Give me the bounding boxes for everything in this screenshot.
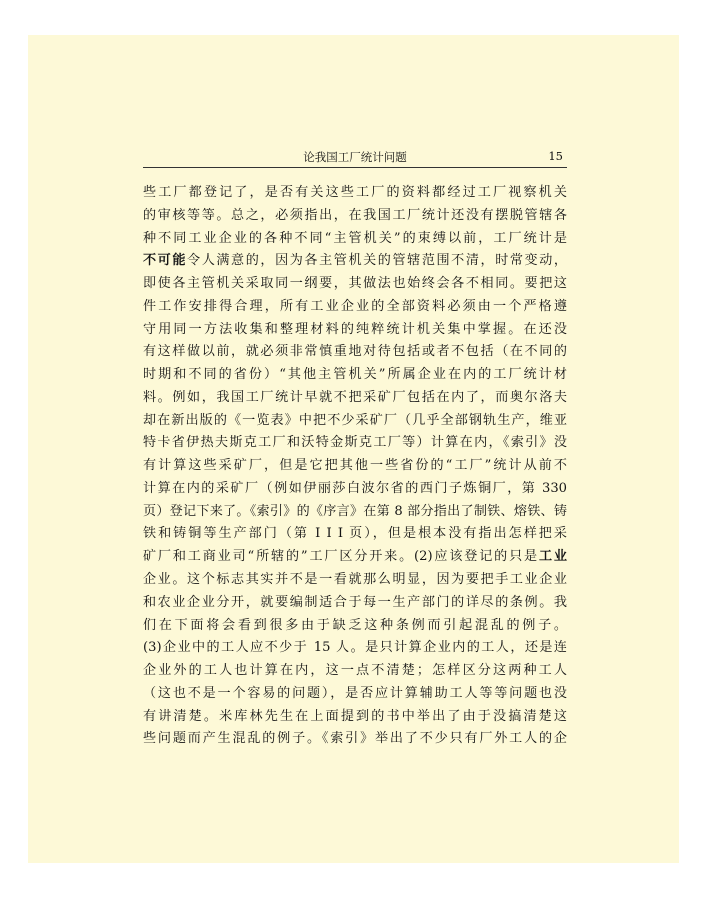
text-run: 种不同工业企业的各种不同“主管机关”的束缚以前，工厂统计是 bbox=[143, 230, 567, 246]
text-run: 有计算这些采矿厂，但是它把其他一些省份的“工厂”统计从前不 bbox=[143, 458, 567, 474]
text-line bbox=[143, 228, 567, 251]
text-run: 铁和铸铜等生产部门（第 I I I 页），但是根本没有指出怎样把采 bbox=[143, 526, 567, 542]
text-line bbox=[143, 660, 567, 683]
text-run: 页）登记下来了。《索引》的《序言》在第 8 部分指出了制铁、熔铁、铸 bbox=[143, 503, 567, 519]
text-run: 即使各主管机关采取同一纲要，其做法也始终会各不相同。要把这 bbox=[143, 276, 567, 292]
text-line bbox=[143, 296, 567, 319]
text-line bbox=[143, 319, 567, 342]
header-rule bbox=[143, 167, 567, 168]
text-line bbox=[143, 592, 567, 615]
text-line bbox=[143, 250, 567, 273]
page-number: 15 bbox=[548, 149, 563, 163]
text-run: (3)企业中的工人应不少于 15 人。是只计算企业内的工人，还是连 bbox=[143, 640, 567, 656]
running-header bbox=[143, 148, 567, 166]
text-line bbox=[143, 364, 567, 387]
header-title: 论我国工厂统计问题 bbox=[303, 150, 407, 164]
text-run: 的审核等等。总之，必须指出，在我国工厂统计还没有摆脱管辖各 bbox=[143, 207, 567, 223]
text-line bbox=[143, 523, 567, 546]
text-run: 料。例如，我国工厂统计早就不把采矿厂包括在内了，而奥尔洛夫 bbox=[143, 389, 567, 405]
text-line bbox=[143, 615, 567, 638]
text-run: 们在下面将会看到很多由于缺乏这种条例而引起混乱的例子。 bbox=[143, 617, 567, 633]
text-run: 矿厂和工商业司“所辖的”工厂区分开来。(2)应该登记的只是 bbox=[143, 549, 539, 565]
text-run: 些问题而产生混乱的例子。《索引》举出了不少只有厂外工人的企 bbox=[143, 731, 567, 747]
text-line bbox=[143, 387, 567, 410]
text-line bbox=[143, 637, 567, 660]
text-run: 计算在内的采矿厂（例如伊丽莎白波尔省的西门子炼铜厂，第 330 bbox=[143, 480, 567, 496]
text-run: 些工厂都登记了，是否有关这些工厂的资料都经过工厂视察机关 bbox=[143, 185, 567, 200]
text-line bbox=[143, 706, 567, 729]
text-line bbox=[143, 455, 567, 478]
emphasis-text: 工业 bbox=[538, 549, 567, 565]
text-run: 有讲清楚。米库林先生在上面提到的书中举出了由于没搞清楚这 bbox=[143, 708, 567, 724]
text-line bbox=[143, 478, 567, 501]
text-run: 企业。这个标志其实并不是一看就那么明显，因为要把手工业企业 bbox=[143, 572, 567, 588]
text-line bbox=[143, 182, 567, 205]
text-run: 特卡省伊热夫斯克工厂和沃特金斯克工厂等）计算在内，《索引》没 bbox=[143, 435, 567, 451]
body-text bbox=[143, 182, 567, 751]
text-run: 却在新出版的《一览表》中把不少采矿厂（几乎全部钢轨生产，维亚 bbox=[143, 412, 567, 428]
text-run: 时期和不同的省份）“其他主管机关”所属企业在内的工厂统计材 bbox=[143, 367, 567, 383]
text-line bbox=[143, 728, 567, 751]
text-run: 守用同一方法收集和整理材料的纯粹统计机关集中掌握。在还没 bbox=[143, 321, 567, 337]
text-run: 令人满意的，因为各主管机关的管辖范围不清，时常变动， bbox=[187, 253, 567, 269]
text-line bbox=[143, 410, 567, 433]
text-run: 和农业企业分开，就要编制适合于每一生产部门的详尽的条例。我 bbox=[143, 594, 567, 610]
text-line bbox=[143, 501, 567, 524]
text-line bbox=[143, 341, 567, 364]
text-run: 件工作安排得合理，所有工业企业的全部资料必须由一个严格遵 bbox=[143, 298, 567, 314]
text-run: 有这样做以前，就必须非常慎重地对待包括或者不包括（在不同的 bbox=[143, 344, 567, 360]
text-line bbox=[143, 569, 567, 592]
text-run: （这也不是一个容易的问题），是否应计算辅助工人等等问题也没 bbox=[143, 685, 567, 701]
text-line bbox=[143, 683, 567, 706]
text-line bbox=[143, 273, 567, 296]
text-line bbox=[143, 205, 567, 228]
text-run: 企业外的工人也计算在内，这一点不清楚；怎样区分这两种工人 bbox=[143, 663, 567, 679]
text-line bbox=[143, 546, 567, 569]
emphasis-text: 不可能 bbox=[143, 253, 188, 269]
text-line bbox=[143, 432, 567, 455]
